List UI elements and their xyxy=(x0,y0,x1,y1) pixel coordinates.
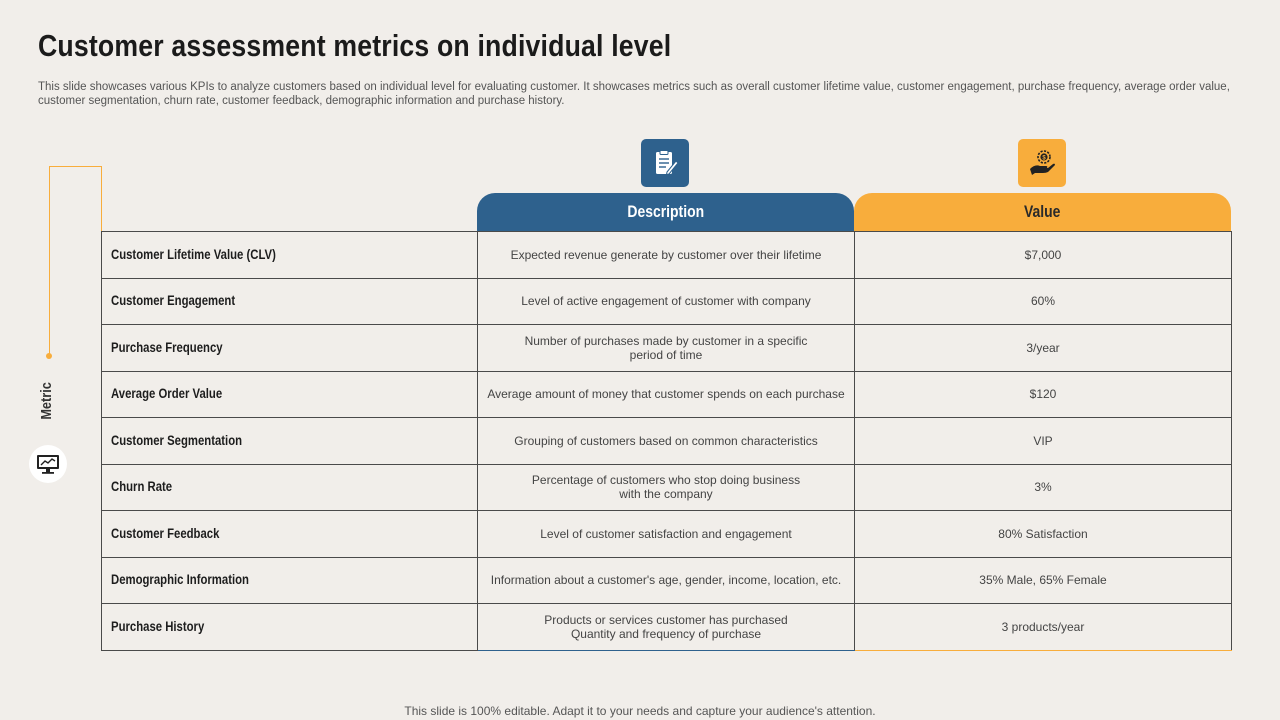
description-cell: Information about a customer's age, gender, income, location, etc. xyxy=(478,557,855,604)
metric-cell: Customer Segmentation xyxy=(102,418,478,465)
table-row xyxy=(102,371,1232,418)
table-row xyxy=(102,511,1232,558)
metric-axis-label: Metric xyxy=(38,382,55,420)
description-cell: Percentage of customers who stop doing business with the company xyxy=(478,464,855,511)
description-cell: Level of customer satisfaction and engagement xyxy=(478,511,855,558)
metric-bracket-connector xyxy=(101,166,102,231)
description-cell: Level of active engagement of customer with company xyxy=(478,278,855,325)
table-row xyxy=(102,232,1232,279)
description-cell: Products or services customer has purchased Quantity and frequency of purchase xyxy=(478,604,855,651)
value-cell: 80% Satisfaction xyxy=(855,511,1232,558)
metric-cell: Purchase Frequency xyxy=(102,325,478,372)
page-subtitle: This slide showcases various KPIs to analyze customers based on individual level for evaluating customer. It showcases metrics such as overall customer lifetime value, customer engagement, purchase frequency, average order value, customer segmentation, churn rate, customer feedback, demographic information and purchase history. xyxy=(38,81,1230,107)
metric-bracket-line xyxy=(49,166,102,357)
table-row xyxy=(102,464,1232,511)
metric-cell: Demographic Information xyxy=(102,557,478,604)
table-row xyxy=(102,278,1232,325)
svg-text:$: $ xyxy=(1042,155,1046,162)
description-header: Description xyxy=(477,193,854,231)
value-cell: 3 products/year xyxy=(855,604,1232,651)
metric-cell: Purchase History xyxy=(102,604,478,651)
hand-dollar-gear-icon xyxy=(1018,139,1066,187)
clipboard-checklist-icon xyxy=(641,139,689,187)
metric-cell: Churn Rate xyxy=(102,464,478,511)
value-cell: VIP xyxy=(855,418,1232,465)
value-cell: 60% xyxy=(855,278,1232,325)
description-cell: Expected revenue generate by customer over their lifetime xyxy=(478,232,855,279)
description-cell: Grouping of customers based on common characteristics xyxy=(478,418,855,465)
metric-cell: Customer Engagement xyxy=(102,278,478,325)
bracket-dot xyxy=(46,353,52,359)
value-cell: 35% Male, 65% Female xyxy=(855,557,1232,604)
value-cell: 3% xyxy=(855,464,1232,511)
footer-note: This slide is 100% editable. Adapt it to your needs and capture your audience's attention. xyxy=(404,704,876,718)
value-cell: 3/year xyxy=(855,325,1232,372)
table-row xyxy=(102,557,1232,604)
metric-cell: Average Order Value xyxy=(102,371,478,418)
table-row xyxy=(102,418,1232,465)
value-cell: $120 xyxy=(855,371,1232,418)
value-header: Value xyxy=(854,193,1231,231)
table-row xyxy=(102,325,1232,372)
page-title: Customer assessment metrics on individual level xyxy=(38,28,672,63)
metric-cell: Customer Feedback xyxy=(102,511,478,558)
value-cell: $7,000 xyxy=(855,232,1232,279)
monitor-chart-icon xyxy=(29,445,67,483)
description-cell: Average amount of money that customer spends on each purchase xyxy=(478,371,855,418)
metric-cell: Customer Lifetime Value (CLV) xyxy=(102,232,478,279)
table-row xyxy=(102,604,1232,651)
description-cell: Number of purchases made by customer in a specific period of time xyxy=(478,325,855,372)
metrics-table xyxy=(101,231,1232,651)
